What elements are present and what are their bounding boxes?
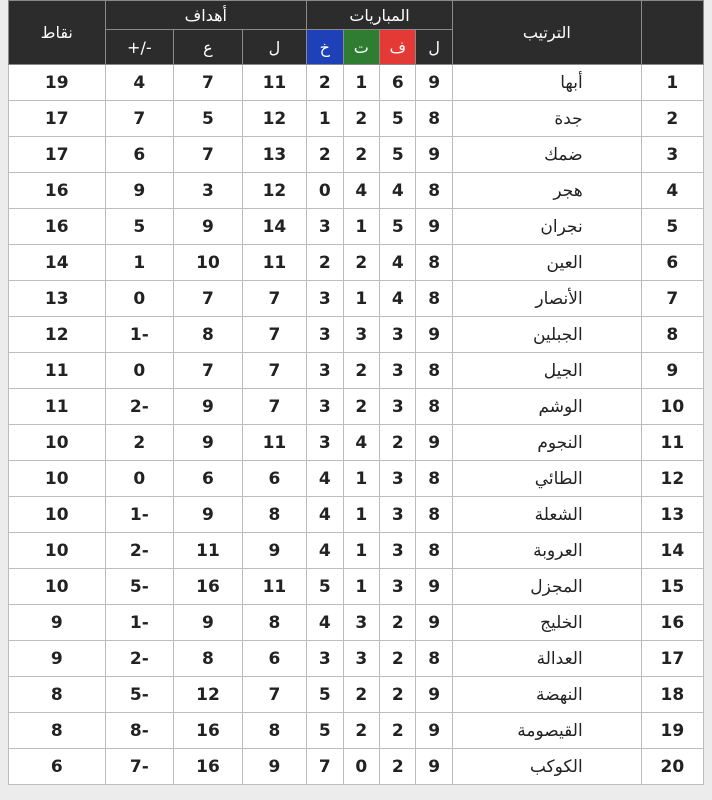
won-cell: 3	[380, 533, 416, 569]
team-name: الجيل	[452, 353, 641, 389]
goals-against-cell: 6	[174, 461, 243, 497]
won-cell: 2	[380, 677, 416, 713]
table-row[interactable]	[9, 749, 704, 785]
team-name: الشعلة	[452, 497, 641, 533]
points-cell: 9	[9, 641, 106, 677]
goals-for-cell: 8	[242, 713, 306, 749]
team-name: أبها	[452, 65, 641, 101]
drawn-cell: 1	[343, 281, 379, 317]
table-row[interactable]	[9, 245, 704, 281]
lost-header[interactable]: خ	[307, 30, 343, 65]
won-cell: 2	[380, 641, 416, 677]
team-name: الكوكب	[452, 749, 641, 785]
rank-cell: 18	[641, 677, 703, 713]
goals-for-cell: 9	[242, 533, 306, 569]
drawn-cell: 3	[343, 605, 379, 641]
points-cell: 11	[9, 389, 106, 425]
rank-cell: 14	[641, 533, 703, 569]
played-cell: 9	[416, 209, 452, 245]
won-cell: 2	[380, 713, 416, 749]
lost-cell: 4	[307, 533, 343, 569]
goals-for-cell: 6	[242, 461, 306, 497]
played-cell: 9	[416, 605, 452, 641]
played-cell: 8	[416, 389, 452, 425]
goals-for-cell: 11	[242, 65, 306, 101]
rank-cell: 9	[641, 353, 703, 389]
goals-for-cell: 7	[242, 389, 306, 425]
goals-against-cell: 9	[174, 497, 243, 533]
points-cell: 9	[9, 605, 106, 641]
table-row[interactable]	[9, 461, 704, 497]
played-cell: 9	[416, 569, 452, 605]
team-name: هجر	[452, 173, 641, 209]
won-cell: 5	[380, 101, 416, 137]
table-header	[9, 1, 704, 65]
goals-against-cell: 8	[174, 641, 243, 677]
drawn-header[interactable]: ت	[343, 30, 379, 65]
played-cell: 8	[416, 353, 452, 389]
standings-table	[8, 0, 704, 785]
goals-against-cell: 8	[174, 317, 243, 353]
drawn-cell: 2	[343, 245, 379, 281]
points-cell: 10	[9, 461, 106, 497]
rank-cell: 13	[641, 497, 703, 533]
won-cell: 3	[380, 353, 416, 389]
points-cell: 8	[9, 677, 106, 713]
won-cell: 4	[380, 173, 416, 209]
played-cell: 9	[416, 749, 452, 785]
team-name: الخليج	[452, 605, 641, 641]
points-cell: 11	[9, 353, 106, 389]
team-name: العروبة	[452, 533, 641, 569]
rank-cell: 15	[641, 569, 703, 605]
team-name: نجران	[452, 209, 641, 245]
played-cell: 9	[416, 425, 452, 461]
won-cell: 2	[380, 425, 416, 461]
points-cell: 6	[9, 749, 106, 785]
rank-cell: 12	[641, 461, 703, 497]
played-cell: 8	[416, 173, 452, 209]
ranking-header[interactable]: الترتيب	[452, 1, 641, 65]
rank-cell: 5	[641, 209, 703, 245]
goals-against-cell: 5	[174, 101, 243, 137]
team-name: الوشم	[452, 389, 641, 425]
won-cell: 4	[380, 281, 416, 317]
won-cell: 5	[380, 209, 416, 245]
goal-difference-cell: 5-	[105, 569, 174, 605]
goals-against-cell: 12	[174, 677, 243, 713]
goal-difference-cell: 7-	[105, 749, 174, 785]
won-cell: 6	[380, 65, 416, 101]
goals-for-cell: 6	[242, 641, 306, 677]
team-name: المجزل	[452, 569, 641, 605]
table-row[interactable]	[9, 137, 704, 173]
goal-difference-cell: 0	[105, 281, 174, 317]
drawn-cell: 2	[343, 137, 379, 173]
rank-cell: 8	[641, 317, 703, 353]
points-cell: 19	[9, 65, 106, 101]
goals-against-cell: 7	[174, 353, 243, 389]
lost-cell: 3	[307, 425, 343, 461]
table-row[interactable]	[9, 605, 704, 641]
drawn-cell: 0	[343, 749, 379, 785]
goal-difference-header[interactable]: +/-	[105, 30, 174, 65]
goal-difference-cell: 2-	[105, 389, 174, 425]
played-cell: 8	[416, 533, 452, 569]
won-cell: 3	[380, 461, 416, 497]
goal-difference-cell: 7	[105, 101, 174, 137]
rank-cell: 20	[641, 749, 703, 785]
drawn-cell: 2	[343, 713, 379, 749]
table-row[interactable]	[9, 101, 704, 137]
drawn-cell: 2	[343, 353, 379, 389]
table-row[interactable]	[9, 713, 704, 749]
goals-for-cell: 7	[242, 281, 306, 317]
table-row[interactable]	[9, 425, 704, 461]
rank-cell: 6	[641, 245, 703, 281]
played-cell: 9	[416, 317, 452, 353]
played-cell: 8	[416, 497, 452, 533]
played-cell: 9	[416, 677, 452, 713]
goal-difference-cell: 0	[105, 461, 174, 497]
table-row[interactable]	[9, 533, 704, 569]
lost-cell: 4	[307, 497, 343, 533]
table-row[interactable]	[9, 317, 704, 353]
goals-for-cell: 7	[242, 353, 306, 389]
goals-against-cell: 9	[174, 605, 243, 641]
won-cell: 3	[380, 497, 416, 533]
won-cell: 2	[380, 605, 416, 641]
table-row[interactable]	[9, 65, 704, 101]
goals-for-cell: 12	[242, 173, 306, 209]
played-header[interactable]: ل	[416, 30, 452, 65]
table-row[interactable]	[9, 173, 704, 209]
goals-against-cell: 3	[174, 173, 243, 209]
goals-for-cell: 11	[242, 569, 306, 605]
drawn-cell: 1	[343, 209, 379, 245]
points-header[interactable]: نقاط	[9, 1, 106, 65]
lost-cell: 3	[307, 281, 343, 317]
lost-cell: 2	[307, 65, 343, 101]
played-cell: 9	[416, 137, 452, 173]
team-name: العدالة	[452, 641, 641, 677]
table-body	[9, 65, 704, 785]
goals-against-cell: 9	[174, 389, 243, 425]
team-name: النجوم	[452, 425, 641, 461]
goals-against-cell: 10	[174, 245, 243, 281]
goals-for-cell: 8	[242, 605, 306, 641]
goals-for-cell: 11	[242, 425, 306, 461]
played-cell: 8	[416, 245, 452, 281]
lost-cell: 0	[307, 173, 343, 209]
goal-difference-cell: 1-	[105, 497, 174, 533]
rank-cell: 10	[641, 389, 703, 425]
drawn-cell: 3	[343, 641, 379, 677]
goal-difference-cell: 1	[105, 245, 174, 281]
team-name: الطائي	[452, 461, 641, 497]
table-row[interactable]	[9, 209, 704, 245]
won-cell: 4	[380, 245, 416, 281]
rank-cell: 17	[641, 641, 703, 677]
lost-cell: 1	[307, 101, 343, 137]
lost-cell: 5	[307, 713, 343, 749]
goals-against-cell: 16	[174, 569, 243, 605]
table-row[interactable]	[9, 497, 704, 533]
goals-against-cell: 16	[174, 713, 243, 749]
rank-cell: 1	[641, 65, 703, 101]
points-cell: 13	[9, 281, 106, 317]
goals-against-cell: 9	[174, 425, 243, 461]
goals-against-cell: 7	[174, 281, 243, 317]
rank-header	[641, 1, 703, 65]
goal-difference-cell: 9	[105, 173, 174, 209]
points-cell: 10	[9, 533, 106, 569]
team-name: ضمك	[452, 137, 641, 173]
drawn-cell: 1	[343, 569, 379, 605]
drawn-cell: 2	[343, 677, 379, 713]
points-cell: 17	[9, 101, 106, 137]
goals-for-cell: 9	[242, 749, 306, 785]
played-cell: 9	[416, 65, 452, 101]
drawn-cell: 3	[343, 317, 379, 353]
goals-for-cell: 14	[242, 209, 306, 245]
goal-difference-cell: 2-	[105, 641, 174, 677]
goal-difference-cell: 2-	[105, 533, 174, 569]
drawn-cell: 1	[343, 533, 379, 569]
goals-for-cell: 12	[242, 101, 306, 137]
lost-cell: 5	[307, 677, 343, 713]
drawn-cell: 2	[343, 101, 379, 137]
rank-cell: 11	[641, 425, 703, 461]
drawn-cell: 4	[343, 425, 379, 461]
team-name: الأنصار	[452, 281, 641, 317]
lost-cell: 2	[307, 137, 343, 173]
lost-cell: 3	[307, 389, 343, 425]
points-cell: 10	[9, 425, 106, 461]
played-cell: 8	[416, 281, 452, 317]
points-cell: 8	[9, 713, 106, 749]
standings-table-container	[8, 0, 704, 785]
table-row[interactable]	[9, 569, 704, 605]
points-cell: 10	[9, 497, 106, 533]
table-row[interactable]	[9, 389, 704, 425]
lost-cell: 3	[307, 317, 343, 353]
goals-for-cell: 7	[242, 317, 306, 353]
goal-difference-cell: 8-	[105, 713, 174, 749]
goal-difference-cell: 1-	[105, 317, 174, 353]
goals-for-cell: 13	[242, 137, 306, 173]
goal-difference-cell: 6	[105, 137, 174, 173]
rank-cell: 19	[641, 713, 703, 749]
lost-cell: 5	[307, 569, 343, 605]
rank-cell: 2	[641, 101, 703, 137]
team-name: الجبلين	[452, 317, 641, 353]
team-name: العين	[452, 245, 641, 281]
team-name: جدة	[452, 101, 641, 137]
team-name: القيصومة	[452, 713, 641, 749]
won-cell: 3	[380, 317, 416, 353]
lost-cell: 3	[307, 641, 343, 677]
goal-difference-cell: 5	[105, 209, 174, 245]
goals-against-cell: 7	[174, 137, 243, 173]
lost-cell: 4	[307, 461, 343, 497]
goals-against-cell: 11	[174, 533, 243, 569]
won-cell: 3	[380, 389, 416, 425]
lost-cell: 3	[307, 353, 343, 389]
points-cell: 16	[9, 209, 106, 245]
goals-against-cell: 9	[174, 209, 243, 245]
won-cell: 5	[380, 137, 416, 173]
rank-cell: 3	[641, 137, 703, 173]
drawn-cell: 2	[343, 389, 379, 425]
won-cell: 3	[380, 569, 416, 605]
points-cell: 16	[9, 173, 106, 209]
rank-cell: 4	[641, 173, 703, 209]
lost-cell: 3	[307, 209, 343, 245]
won-cell: 2	[380, 749, 416, 785]
played-cell: 8	[416, 641, 452, 677]
lost-cell: 2	[307, 245, 343, 281]
goals-against-header[interactable]: ع	[174, 30, 243, 65]
goal-difference-cell: 4	[105, 65, 174, 101]
goals-for-cell: 8	[242, 497, 306, 533]
matches-header: المباريات	[307, 1, 453, 30]
played-cell: 9	[416, 713, 452, 749]
goal-difference-cell: 2	[105, 425, 174, 461]
table-row[interactable]	[9, 353, 704, 389]
drawn-cell: 1	[343, 461, 379, 497]
team-name: النهضة	[452, 677, 641, 713]
table-row[interactable]	[9, 641, 704, 677]
rank-cell: 16	[641, 605, 703, 641]
played-cell: 8	[416, 101, 452, 137]
played-cell: 8	[416, 461, 452, 497]
goal-difference-cell: 5-	[105, 677, 174, 713]
won-header[interactable]: ف	[380, 30, 416, 65]
goals-for-cell: 7	[242, 677, 306, 713]
drawn-cell: 4	[343, 173, 379, 209]
goal-difference-cell: 0	[105, 353, 174, 389]
drawn-cell: 1	[343, 497, 379, 533]
table-row[interactable]	[9, 281, 704, 317]
points-cell: 14	[9, 245, 106, 281]
table-row[interactable]	[9, 677, 704, 713]
lost-cell: 4	[307, 605, 343, 641]
drawn-cell: 1	[343, 65, 379, 101]
points-cell: 12	[9, 317, 106, 353]
goals-against-cell: 7	[174, 65, 243, 101]
goals-against-cell: 16	[174, 749, 243, 785]
points-cell: 10	[9, 569, 106, 605]
goals-header: أهداف	[105, 1, 307, 30]
goal-difference-cell: 1-	[105, 605, 174, 641]
goals-for-header[interactable]: ل	[242, 30, 306, 65]
goals-for-cell: 11	[242, 245, 306, 281]
lost-cell: 7	[307, 749, 343, 785]
points-cell: 17	[9, 137, 106, 173]
rank-cell: 7	[641, 281, 703, 317]
